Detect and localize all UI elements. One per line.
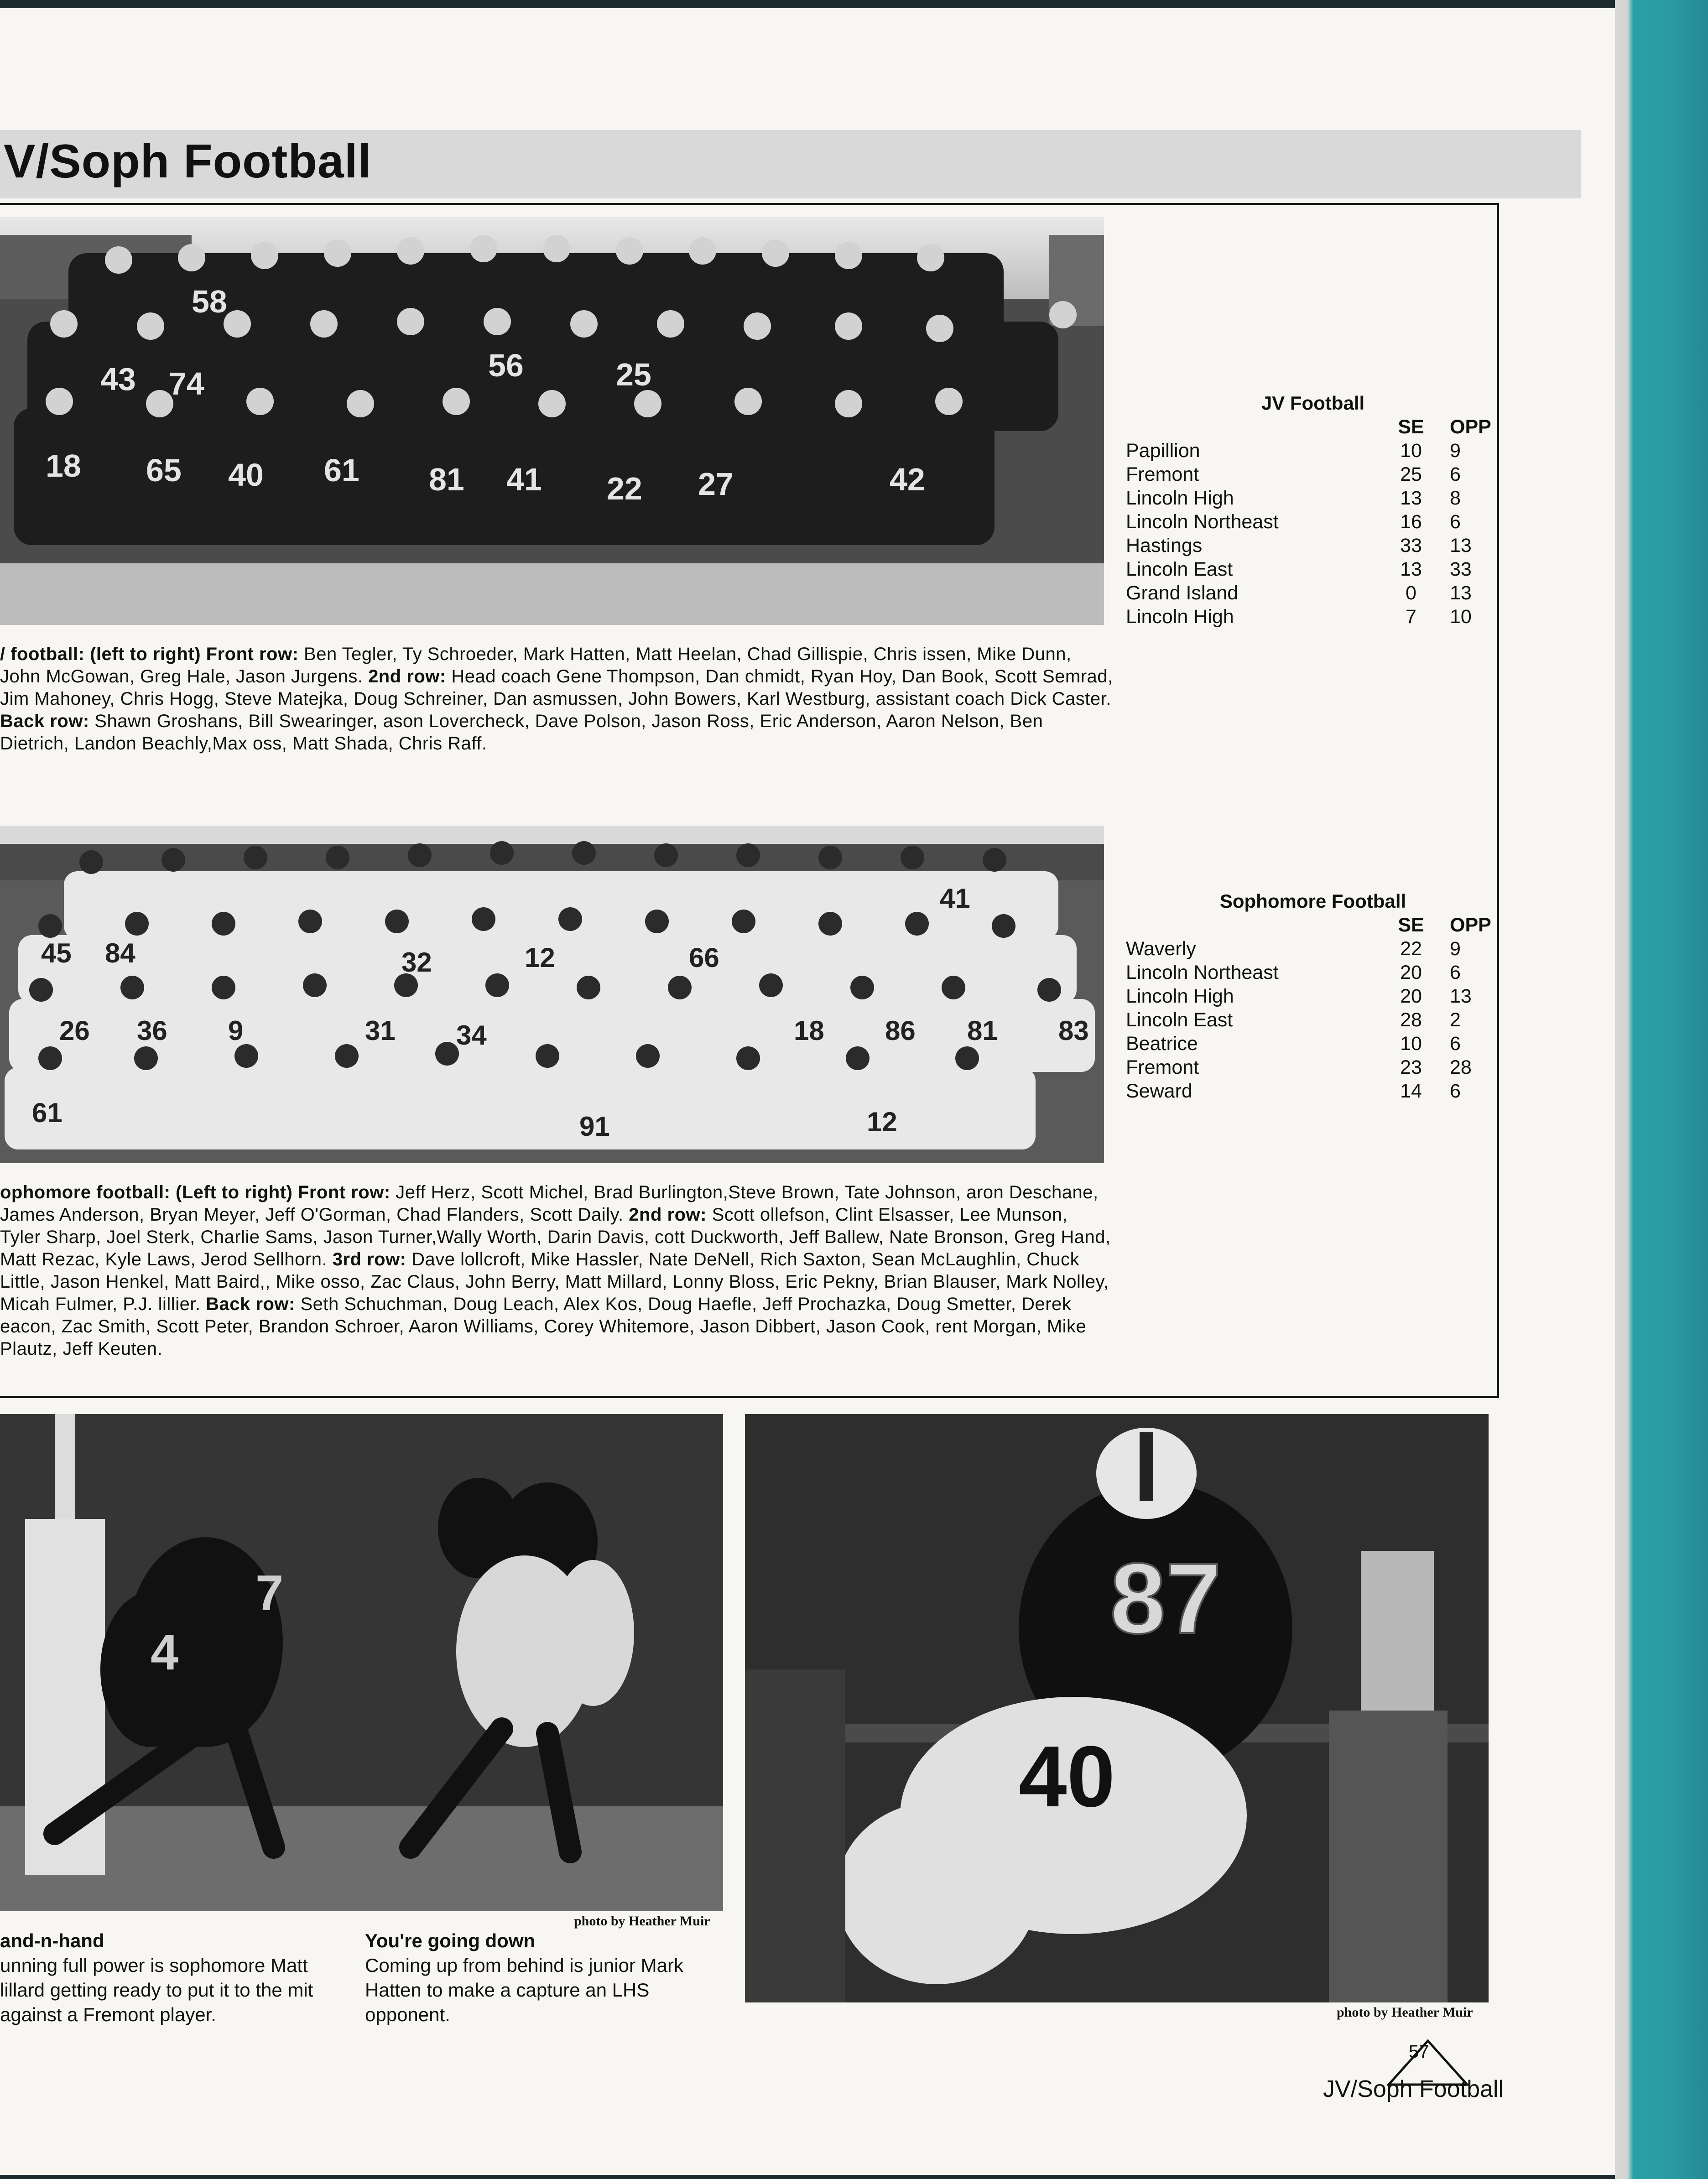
svg-text:32: 32 <box>401 947 432 978</box>
page-number: 57 <box>1409 2042 1429 2062</box>
book-edge <box>1615 0 1708 2179</box>
jv-table-row <box>1126 439 1500 463</box>
soph-caption-front: Jeff Herz, Scott Michel, Brad Burlington,Steve Brown, Tate Johnson, aron Deschane, James Anderson, Bryan Meyer, Jeff O'Gorman, Chad Flanders, Scott Daily. <box>0 1182 1099 1225</box>
jv-table-title: JV Football <box>1261 392 1365 414</box>
jv-cell-opp: 6 <box>1450 511 1461 533</box>
svg-text:42: 42 <box>890 462 925 497</box>
jv-cell-team: Lincoln Northeast <box>1126 511 1279 533</box>
soph-col-se: SE <box>1398 914 1424 936</box>
sophomore-scores-table <box>1126 889 1500 1103</box>
soph-cell-opp: 6 <box>1450 1033 1461 1055</box>
svg-text:56: 56 <box>488 348 524 383</box>
soph-caption-back-label: Back row: <box>206 1294 301 1314</box>
svg-text:22: 22 <box>607 471 642 506</box>
title-band <box>0 130 1581 198</box>
soph-table-row <box>1126 937 1500 961</box>
svg-text:58: 58 <box>192 284 227 319</box>
jv-cell-team: Grand Island <box>1126 582 1239 604</box>
jv-cell-se: 25 <box>1400 463 1422 485</box>
folio-label: JV/Soph Football <box>1323 2076 1504 2102</box>
svg-text:41: 41 <box>506 462 542 497</box>
svg-text:91: 91 <box>579 1111 610 1142</box>
jv-caption-lead: / football: (left to right) Front row: <box>0 644 304 664</box>
soph-cell-opp: 6 <box>1450 962 1461 983</box>
jv-cell-opp: 8 <box>1450 487 1461 509</box>
jv-cell-se: 13 <box>1400 487 1422 509</box>
soph-cell-se: 10 <box>1400 1033 1422 1055</box>
jv-cell-team: Hastings <box>1126 535 1203 556</box>
soph-cell-opp: 28 <box>1450 1056 1472 1078</box>
page-title: V/Soph Football <box>4 135 372 188</box>
jv-table-row <box>1126 486 1500 510</box>
soph-cell-opp: 2 <box>1450 1009 1461 1031</box>
jv-cell-opp: 13 <box>1450 535 1472 556</box>
soph-cell-team: Seward <box>1126 1080 1192 1102</box>
jv-cell-se: 33 <box>1400 535 1422 556</box>
svg-text:41: 41 <box>940 883 970 914</box>
soph-cell-team: Beatrice <box>1126 1033 1198 1055</box>
jv-caption-2nd-label: 2nd row: <box>368 666 452 686</box>
action-photo-right <box>745 1414 1489 2002</box>
action-mid-text: Coming up from behind is junior Mark Hatten to make a capture an LHS opponent. <box>365 1955 683 2025</box>
sophomore-caption <box>0 1181 1113 1360</box>
soph-table-header <box>1126 913 1500 937</box>
jv-cell-se: 10 <box>1400 440 1422 462</box>
svg-text:40: 40 <box>228 457 264 493</box>
svg-text:65: 65 <box>146 452 182 488</box>
svg-text:27: 27 <box>698 466 734 502</box>
svg-text:18: 18 <box>794 1015 824 1046</box>
soph-cell-se: 20 <box>1400 962 1422 983</box>
jv-table-row <box>1126 605 1500 629</box>
jv-table-row <box>1126 581 1500 605</box>
photo-credit-left: photo by Heather Muir <box>574 1914 710 1929</box>
svg-text:31: 31 <box>365 1015 396 1046</box>
jv-col-opp: OPP <box>1450 416 1491 438</box>
jv-table-row <box>1126 510 1500 534</box>
action-caption-middle <box>365 1929 725 2027</box>
jv-team-photo <box>0 217 1104 625</box>
soph-cell-team: Lincoln East <box>1126 1009 1233 1031</box>
svg-text:18: 18 <box>46 448 81 484</box>
jv-cell-team: Lincoln High <box>1126 606 1234 628</box>
soph-caption-3rd-label: 3rd row: <box>332 1249 412 1269</box>
soph-table-row <box>1126 984 1500 1008</box>
jv-cell-team: Papillion <box>1126 440 1200 462</box>
svg-text:26: 26 <box>59 1015 90 1046</box>
jv-caption <box>0 643 1113 755</box>
action-mid-headline: You're going down <box>365 1930 536 1951</box>
jv-cell-opp: 10 <box>1450 606 1472 628</box>
jv-cell-se: 0 <box>1406 582 1416 604</box>
soph-cell-se: 23 <box>1400 1056 1422 1078</box>
svg-text:61: 61 <box>324 452 359 488</box>
soph-caption-2nd: Scott ollefson, Clint Elsasser, Lee Munson, Tyler Sharp, Joel Sterk, Charlie Sams, Jason Turner,Wally Worth, Darin Davis, cott Duckworth, Jeff Ballew, Nate Bronson, Greg Hand, Matt Rezac, Kyle Laws, Jerod Sellhorn. <box>0 1205 1111 1269</box>
jv-cell-se: 13 <box>1400 558 1422 580</box>
sophomore-team-photo <box>0 826 1104 1163</box>
soph-caption-2nd-label: 2nd row: <box>629 1205 712 1225</box>
svg-text:81: 81 <box>429 462 464 497</box>
page-folio <box>1323 2039 1533 2103</box>
action-photo-left <box>0 1414 723 1911</box>
soph-col-opp: OPP <box>1450 914 1491 936</box>
soph-cell-se: 14 <box>1400 1080 1422 1102</box>
svg-text:83: 83 <box>1058 1015 1089 1046</box>
jv-cell-opp: 9 <box>1450 440 1461 462</box>
action-left-text: unning full power is sophomore Matt lillard getting ready to put it to the mit against a Fremont player. <box>0 1955 313 2025</box>
soph-caption-back: Seth Schuchman, Doug Leach, Alex Kos, Doug Haefle, Jeff Prochazka, Doug Smetter, Derek eacon, Zac Smith, Scott Peter, Brandon Schroer, Aaron Williams, Corey Whitemore, Jason Dibbert, Jason Cook, rent Morgan, Mike Plautz, Jeff Keuten. <box>0 1294 1087 1359</box>
soph-cell-se: 20 <box>1400 985 1422 1007</box>
jv-cell-opp: 13 <box>1450 582 1472 604</box>
svg-text:7: 7 <box>255 1565 284 1621</box>
soph-cell-se: 28 <box>1400 1009 1422 1031</box>
jv-table-row <box>1126 534 1500 557</box>
soph-cell-opp: 9 <box>1450 938 1461 960</box>
soph-caption-3rd: Dave lollcroft, Mike Hassler, Nate DeNell, Rich Saxton, Sean McLaughlin, Chuck Little, Jason Henkel, Matt Baird,, Mike osso, Zac Claus, John Berry, Matt Millard, Lonny Bloss, Eric Pekny, Brian Blauser, Mark Nolley, Micah Fulmer, P.J. lillier. <box>0 1249 1109 1314</box>
jv-caption-back: Shawn Groshans, Bill Swearinger, ason Lovercheck, Dave Polson, Jason Ross, Eric Anderson, Aaron Nelson, Ben Dietrich, Landon Beachly,Max oss, Matt Shada, Chris Raff. <box>0 711 1043 754</box>
jv-cell-team: Fremont <box>1126 463 1199 485</box>
svg-text:45: 45 <box>41 938 72 968</box>
jv-cell-opp: 6 <box>1450 463 1461 485</box>
jv-cell-se: 16 <box>1400 511 1422 533</box>
soph-table-row <box>1126 1032 1500 1056</box>
jv-table-row <box>1126 557 1500 581</box>
svg-text:43: 43 <box>100 361 136 397</box>
jv-table-header <box>1126 415 1500 439</box>
soph-cell-opp: 13 <box>1450 985 1472 1007</box>
soph-cell-team: Lincoln High <box>1126 985 1234 1007</box>
jv-caption-back-label: Back row: <box>0 711 95 731</box>
action-caption-left <box>0 1929 351 2027</box>
soph-cell-team: Lincoln Northeast <box>1126 962 1279 983</box>
svg-text:81: 81 <box>967 1015 998 1046</box>
svg-text:4: 4 <box>151 1624 179 1680</box>
svg-text:74: 74 <box>169 366 204 401</box>
jv-cell-opp: 33 <box>1450 558 1472 580</box>
jv-caption-front: Ben Tegler, Ty Schroeder, Mark Hatten, Matt Heelan, Chad Gillispie, Chris issen, Mike Dunn, John McGowan, Greg Hale, Jason Jurgens. <box>0 644 1072 686</box>
jv-col-se: SE <box>1398 416 1424 438</box>
jv-cell-se: 7 <box>1406 606 1416 628</box>
soph-table-row <box>1126 1056 1500 1079</box>
svg-text:25: 25 <box>616 357 651 392</box>
svg-text:66: 66 <box>689 942 719 973</box>
soph-table-row <box>1126 1008 1500 1032</box>
photo-credit-right: photo by Heather Muir <box>1337 2005 1473 2020</box>
action-left-headline: and-n-hand <box>0 1930 104 1951</box>
soph-caption-lead: ophomore football: (Left to right) Front row: <box>0 1182 396 1202</box>
svg-text:86: 86 <box>885 1015 916 1046</box>
svg-text:40: 40 <box>1019 1728 1115 1825</box>
svg-text:34: 34 <box>456 1020 487 1050</box>
svg-text:87: 87 <box>1110 1542 1222 1654</box>
soph-cell-team: Fremont <box>1126 1056 1199 1078</box>
soph-cell-opp: 6 <box>1450 1080 1461 1102</box>
svg-text:12: 12 <box>867 1107 897 1137</box>
soph-cell-team: Waverly <box>1126 938 1196 960</box>
svg-text:12: 12 <box>525 942 555 973</box>
jv-table-row <box>1126 463 1500 486</box>
svg-text:84: 84 <box>105 938 135 968</box>
soph-table-row <box>1126 1079 1500 1103</box>
jv-cell-team: Lincoln East <box>1126 558 1233 580</box>
soph-cell-se: 22 <box>1400 938 1422 960</box>
svg-text:61: 61 <box>32 1097 62 1128</box>
jv-caption-2nd: Head coach Gene Thompson, Dan chmidt, Ryan Hoy, Dan Book, Scott Semrad, Jim Mahoney, Chris Hogg, Steve Matejka, Doug Schreiner, Dan asmussen, John Bowers, Karl Westburg, assistant coach Dick Caster. <box>0 666 1113 709</box>
jv-cell-team: Lincoln High <box>1126 487 1234 509</box>
svg-text:9: 9 <box>228 1015 244 1046</box>
soph-table-row <box>1126 961 1500 984</box>
jv-scores-table <box>1126 391 1500 629</box>
soph-table-title: Sophomore Football <box>1219 890 1406 912</box>
svg-text:36: 36 <box>137 1015 167 1046</box>
